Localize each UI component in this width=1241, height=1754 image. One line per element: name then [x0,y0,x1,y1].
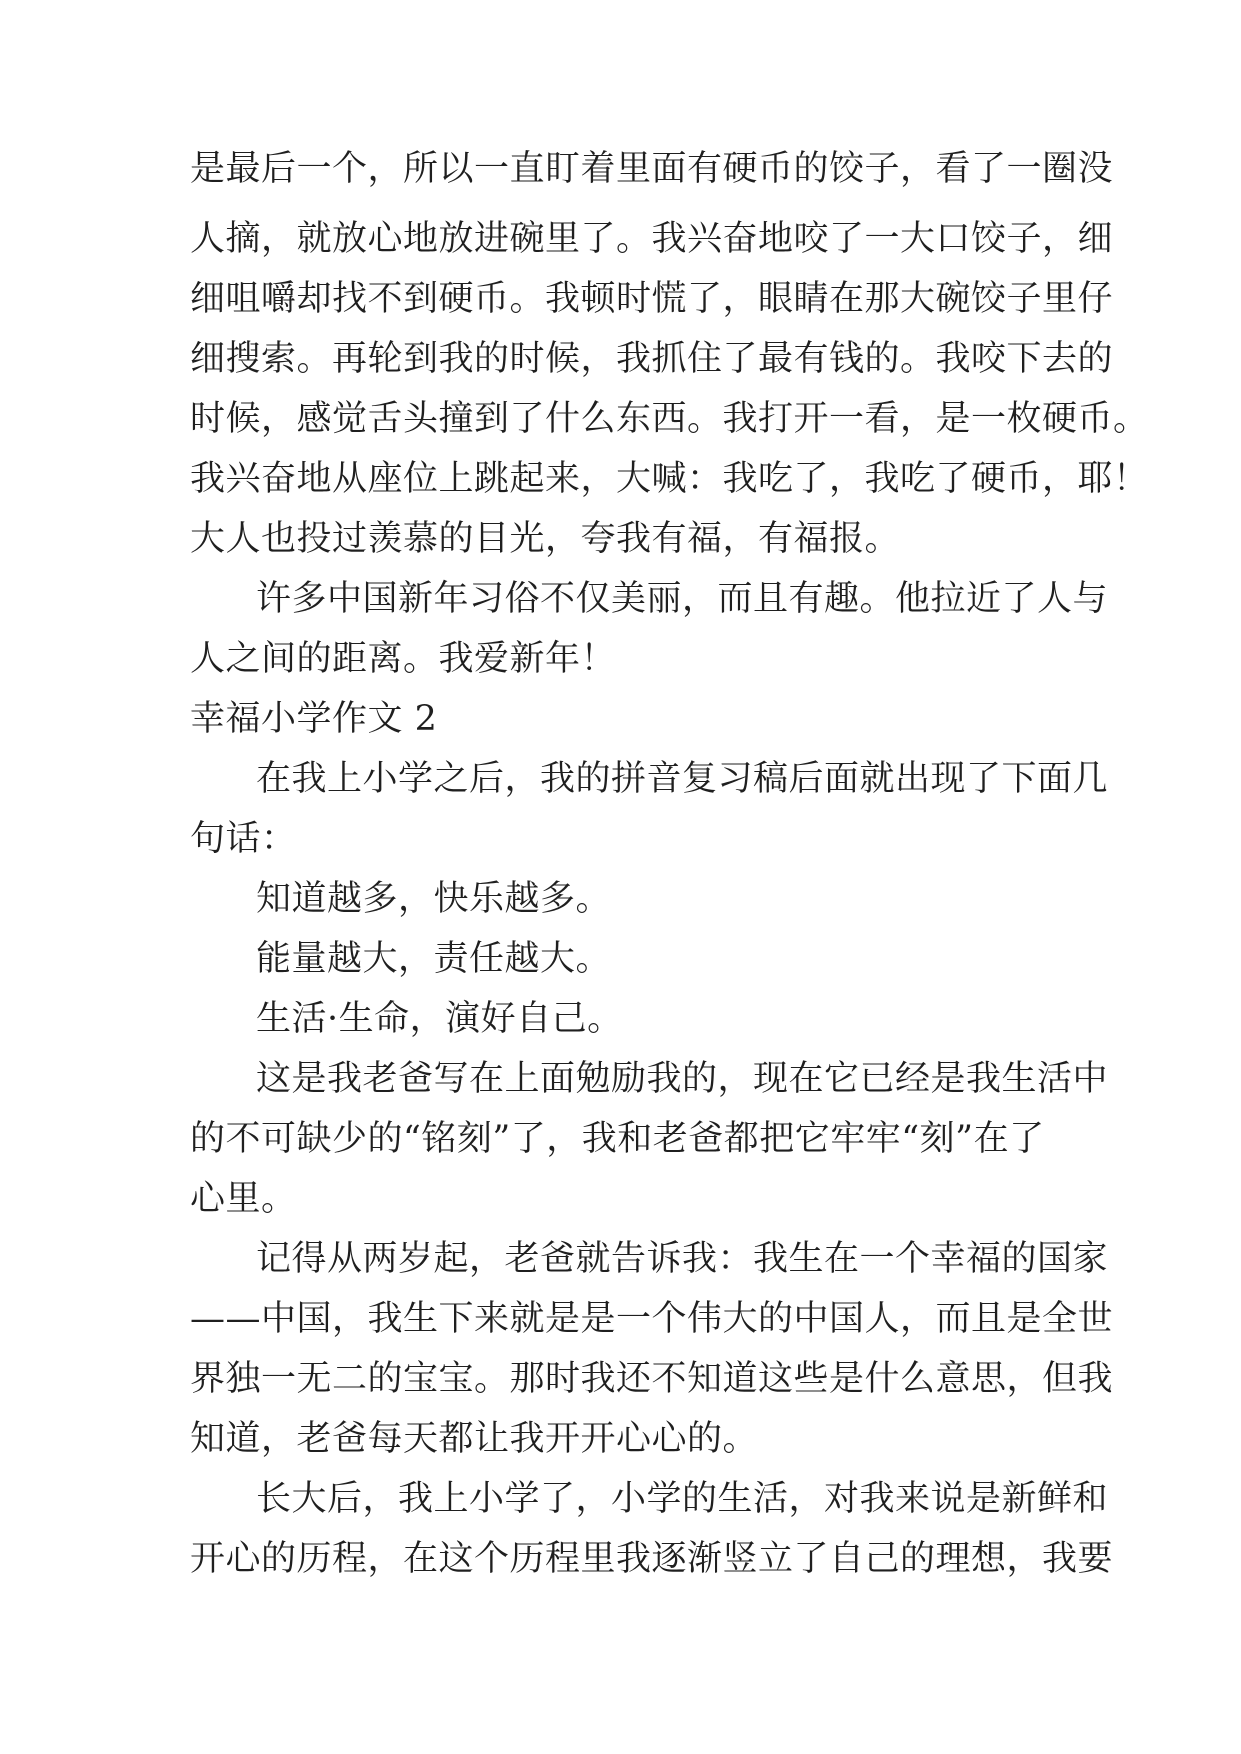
text-line: 细搜索。再轮到我的时候，我抓住了最有钱的。我咬下去的 [190,339,1114,379]
paragraph-first-line: 在我上小学之后，我的拼音复习稿后面就出现了下面几 [256,759,1109,799]
text-line: 时候，感觉舌头撞到了什么东西。我打开一看，是一枚硬币。 [190,399,1149,439]
text-line: 人摘，就放心地放进碗里了。我兴奋地咬了一大口饺子，细 [190,219,1114,259]
text-line: 是最后一个，所以一直盯着里面有硬币的饺子，看了一圈没 [190,149,1114,189]
text-line: 的不可缺少的“铭刻”了，我和老爸都把它牢牢“刻”在了 [190,1119,1045,1159]
text-line: 我兴奋地从座位上跳起来，大喊：我吃了，我吃了硬币，耶！ [190,459,1149,499]
section-heading: 幸福小学作文 2 [190,699,438,739]
text-line: 人之间的距离。我爱新年！ [190,639,617,679]
text-line: 开心的历程，在这个历程里我逐渐竖立了自己的理想，我要 [190,1539,1114,1579]
text-line: 界独一无二的宝宝。那时我还不知道这些是什么意思，但我 [190,1359,1114,1399]
motto-line: 知道越多，快乐越多。 [256,879,612,919]
paragraph-first-line: 许多中国新年习俗不仅美丽，而且有趣。他拉近了人与 [256,579,1109,619]
paragraph-first-line: 长大后，我上小学了，小学的生活，对我来说是新鲜和 [256,1479,1109,1519]
text-line: ——中国，我生下来就是是一个伟大的中国人，而且是全世 [190,1299,1114,1339]
text-line: 句话： [190,819,297,859]
text-line: 心里。 [190,1179,297,1219]
text-line: 大人也投过羡慕的目光，夸我有福，有福报。 [190,519,901,559]
text-line: 知道，老爸每天都让我开开心心的。 [190,1419,759,1459]
paragraph-first-line: 这是我老爸写在上面勉励我的，现在它已经是我生活中 [256,1059,1109,1099]
motto-line: 能量越大，责任越大。 [256,939,612,979]
paragraph-first-line: 记得从两岁起，老爸就告诉我：我生在一个幸福的国家 [256,1239,1109,1279]
text-line: 细咀嚼却找不到硬币。我顿时慌了，眼睛在那大碗饺子里仔 [190,279,1114,319]
motto-line: 生活·生命，演好自己。 [256,999,623,1039]
